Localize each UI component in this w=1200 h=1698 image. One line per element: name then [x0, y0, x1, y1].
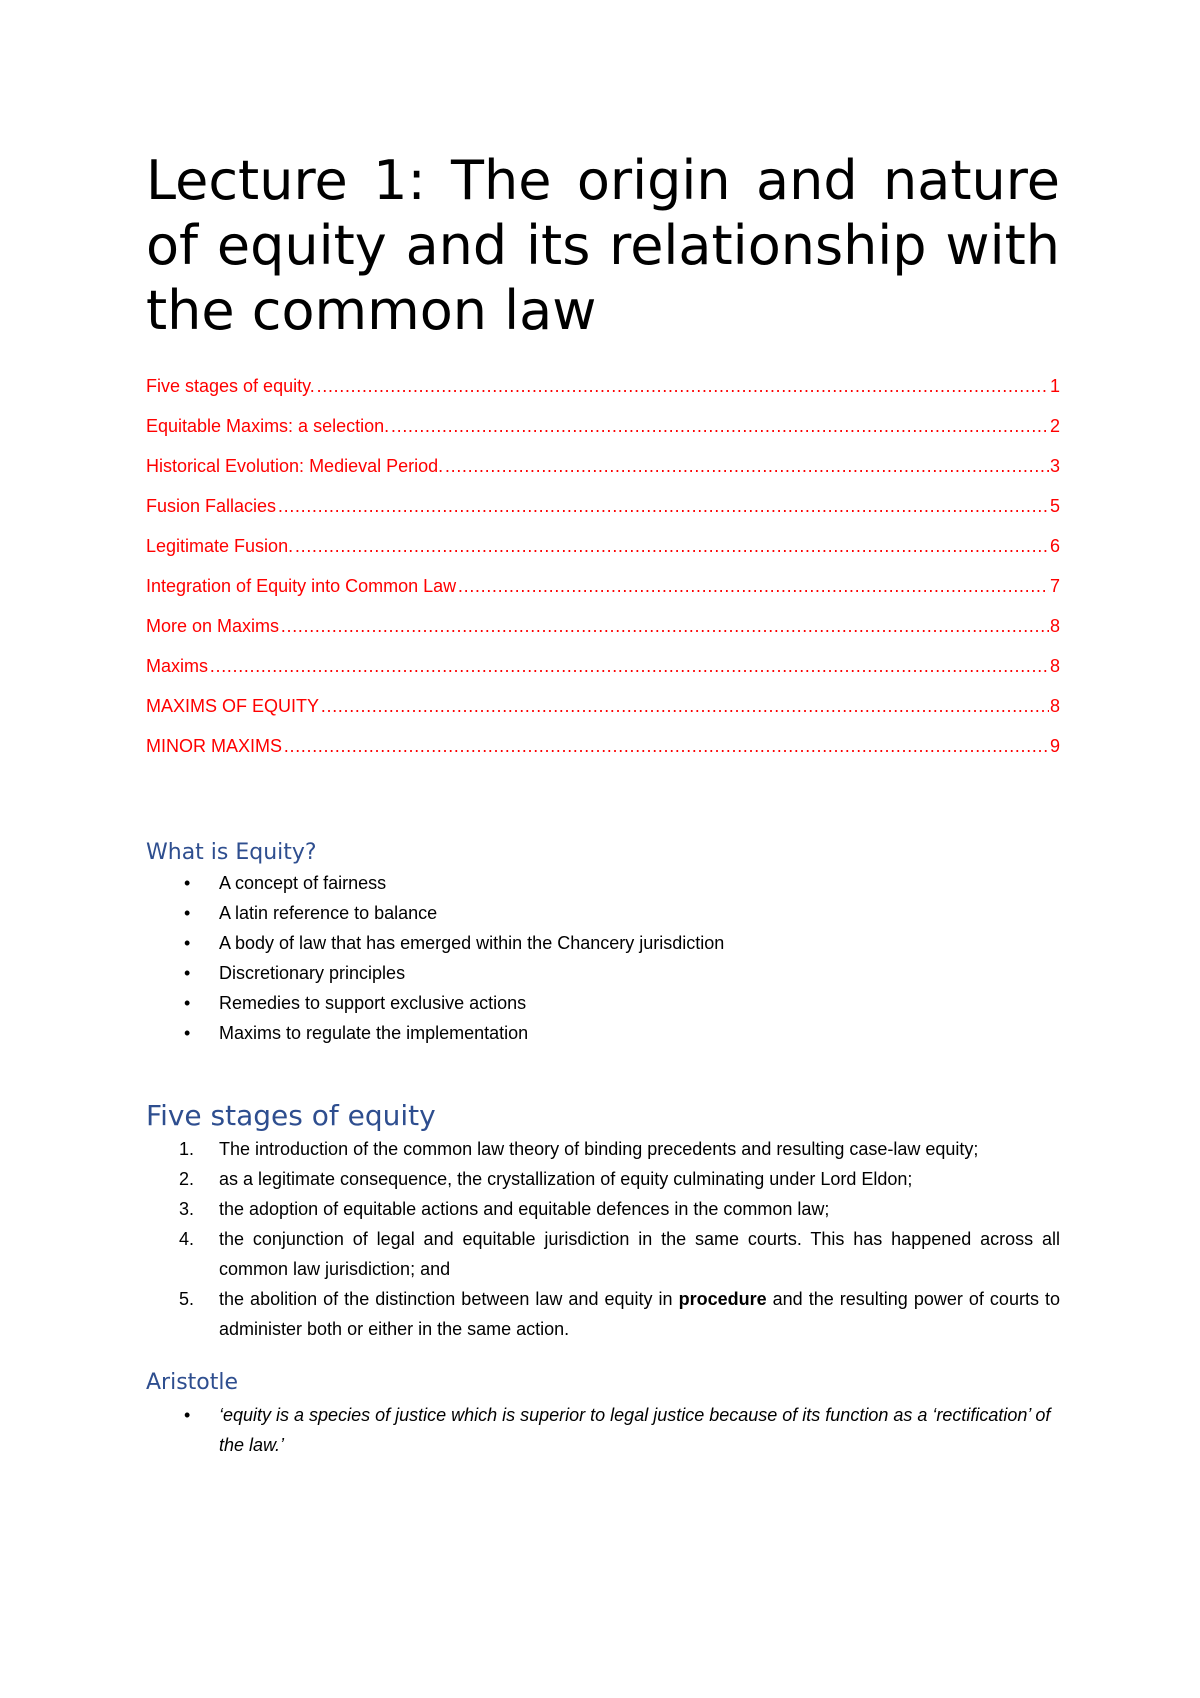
toc-leader-dots — [320, 696, 1049, 716]
aristotle-quote: ‘equity is a species of justice which is superior to legal justice because of its function as a ‘rectification’ of the law.’ — [219, 1405, 1051, 1455]
toc-entry-label: Equitable Maxims: a selection. — [146, 416, 390, 436]
toc-entry-page: 9 — [1049, 736, 1060, 756]
toc-entry-page: 7 — [1049, 576, 1060, 596]
bullet-icon: • — [184, 873, 191, 893]
toc-entry-label: Five stages of equity. — [146, 376, 315, 396]
bullet-icon: • — [184, 1405, 191, 1425]
what-is-equity-heading: What is Equity? — [146, 840, 317, 865]
toc-entry-page: 8 — [1049, 616, 1060, 636]
toc-leader-dots — [277, 496, 1049, 516]
bold-term: procedure — [678, 1289, 767, 1309]
toc-entry[interactable] — [146, 576, 1060, 616]
toc-entry-page: 1 — [1049, 376, 1060, 396]
toc-leader-dots — [294, 536, 1049, 556]
toc-leader-dots — [444, 456, 1049, 476]
toc-entry-label: Legitimate Fusion. — [146, 536, 294, 556]
what-is-equity-section — [146, 838, 1060, 1048]
toc-entry[interactable] — [146, 496, 1060, 536]
list-item: • Remedies to support exclusive actions — [146, 988, 1060, 1018]
what-is-equity-list — [146, 868, 1060, 1048]
bullet-icon: • — [184, 1023, 191, 1043]
toc-leader-dots — [316, 376, 1049, 396]
toc-leader-dots — [390, 416, 1049, 436]
toc-leader-dots — [280, 616, 1049, 636]
toc-entry-page: 8 — [1049, 656, 1060, 676]
list-item: • A concept of fairness — [146, 868, 1060, 898]
toc-entry[interactable] — [146, 736, 1060, 776]
list-item: 5. the abolition of the distinction between law and equity in procedure and the resulting power of courts to administer both or either in the same action. — [179, 1289, 1060, 1339]
toc-entry[interactable] — [146, 416, 1060, 456]
aristotle-heading: Aristotle — [146, 1370, 239, 1395]
list-item: 2. as a legitimate consequence, the crystallization of equity culminating under Lord Eldon; — [179, 1169, 913, 1189]
toc-entry-label: MINOR MAXIMS — [146, 736, 283, 756]
list-item: 3. the adoption of equitable actions and equitable defences in the common law; — [179, 1199, 830, 1219]
page-title: Lecture 1: The origin and nature of equity and its relationship with the common law — [146, 149, 1060, 342]
toc-entry-label: Maxims — [146, 656, 208, 676]
bullet-icon: • — [184, 933, 191, 953]
toc-entry[interactable] — [146, 696, 1060, 736]
aristotle-list — [146, 1400, 1060, 1460]
table-of-contents — [146, 376, 1060, 776]
toc-entry-page: 2 — [1049, 416, 1060, 436]
toc-leader-dots — [457, 576, 1049, 596]
five-stages-heading: Five stages of equity — [146, 1099, 436, 1132]
bullet-icon: • — [184, 993, 191, 1013]
toc-entry-label: Historical Evolution: Medieval Period. — [146, 456, 444, 476]
toc-leader-dots — [283, 736, 1049, 756]
toc-entry[interactable] — [146, 616, 1060, 656]
aristotle-section — [146, 1366, 1060, 1460]
toc-entry-page: 5 — [1049, 496, 1060, 516]
bullet-icon: • — [184, 903, 191, 923]
toc-entry-label: MAXIMS OF EQUITY — [146, 696, 320, 716]
list-item: • Discretionary principles — [146, 958, 1060, 988]
list-item: • Maxims to regulate the implementation — [146, 1018, 1060, 1048]
list-item: • A body of law that has emerged within the Chancery jurisdiction — [146, 928, 1060, 958]
toc-entry[interactable] — [146, 536, 1060, 576]
toc-leader-dots — [209, 656, 1049, 676]
list-item — [146, 1400, 1060, 1460]
toc-entry-page: 3 — [1049, 456, 1060, 476]
toc-entry-label: More on Maxims — [146, 616, 280, 636]
toc-entry[interactable] — [146, 456, 1060, 496]
toc-entry-label: Fusion Fallacies — [146, 496, 277, 516]
bullet-icon: • — [184, 963, 191, 983]
toc-entry-page: 8 — [1049, 696, 1060, 716]
list-item: • A latin reference to balance — [146, 898, 1060, 928]
toc-entry[interactable] — [146, 656, 1060, 696]
toc-entry-label: Integration of Equity into Common Law — [146, 576, 457, 596]
five-stages-section — [146, 1098, 1060, 1344]
toc-entry[interactable] — [146, 376, 1060, 416]
five-stages-list — [146, 1134, 1060, 1344]
list-item: 1. The introduction of the common law theory of binding precedents and resulting case-law equity; — [179, 1139, 979, 1159]
toc-entry-page: 6 — [1049, 536, 1060, 556]
list-item: 4. the conjunction of legal and equitable jurisdiction in the same courts. This has happened across all common law jurisdiction; and — [179, 1229, 1060, 1279]
